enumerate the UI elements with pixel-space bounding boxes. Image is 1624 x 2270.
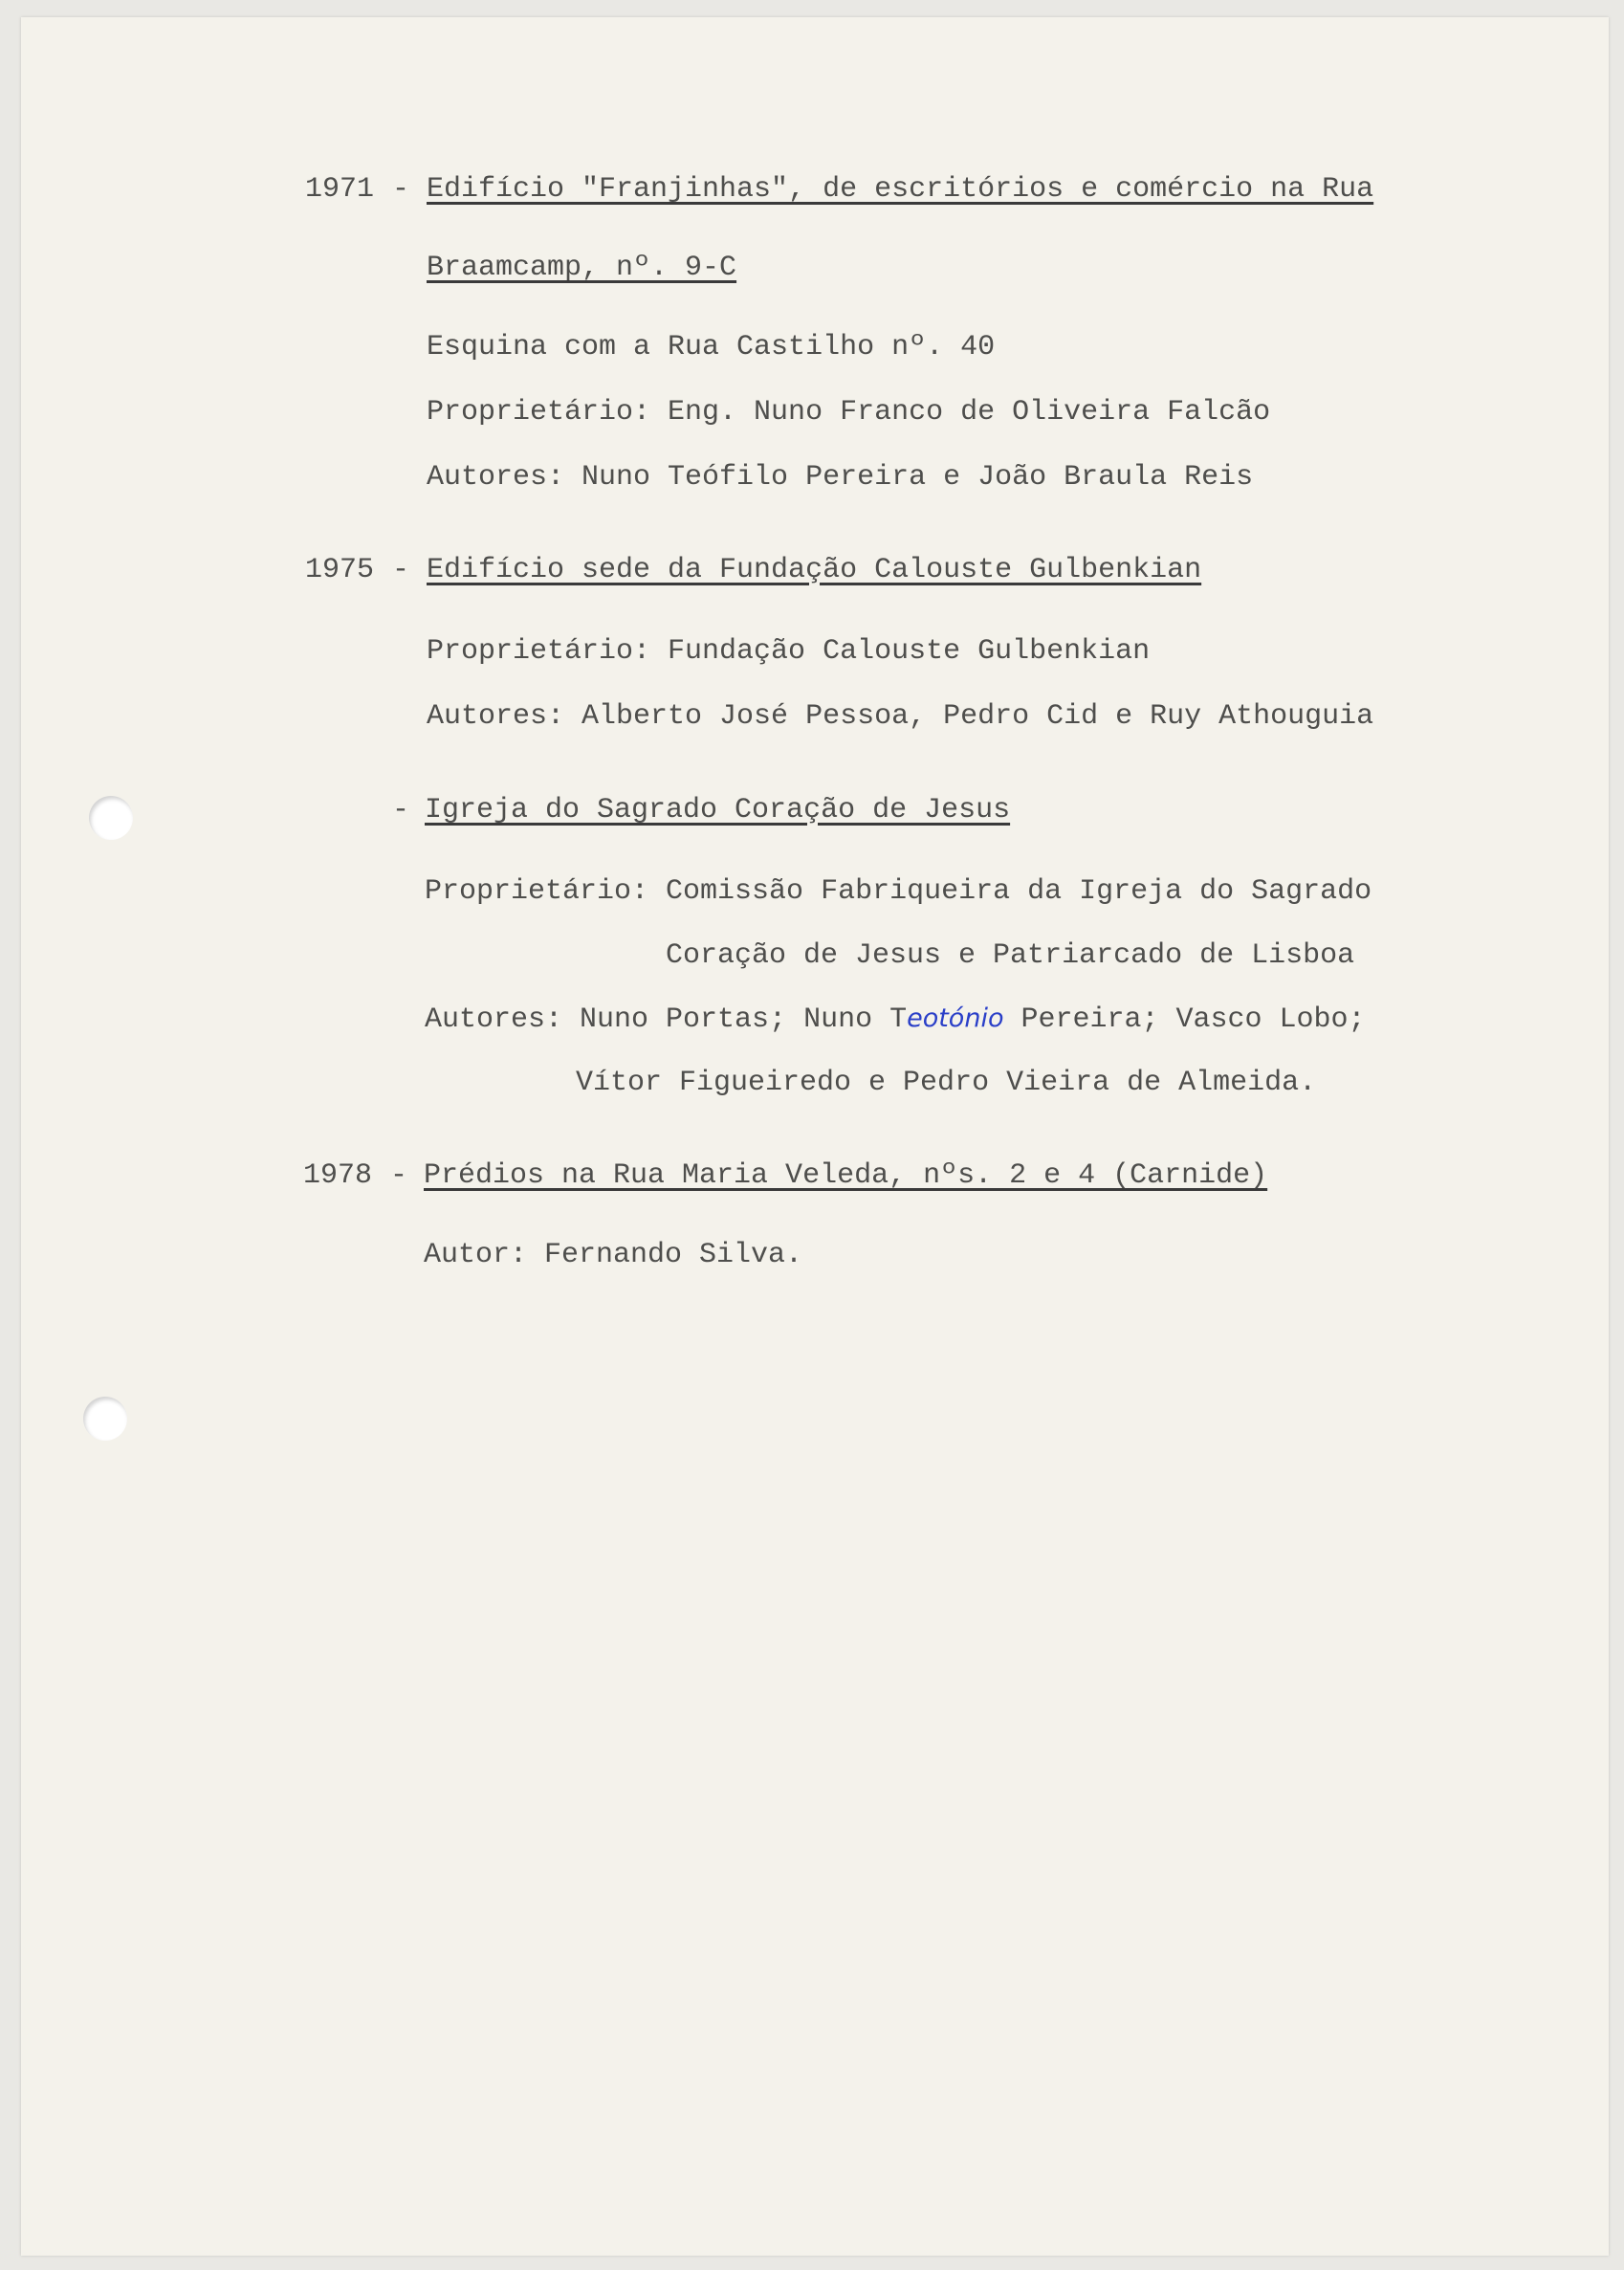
entry-title: Prédios na Rua Maria Veleda, nºs. 2 e 4 (Carnide) [424,1159,1268,1192]
entry-owner-continued: Coração de Jesus e Patriarcado de Lisboa [666,939,1355,972]
entry-authors: Autores: Nuno Teófilo Pereira e João Braula Reis [427,461,1254,494]
entry-title-continued: Braamcamp, nº. 9-C [427,252,737,284]
entry-year: 1975 [305,554,375,586]
entry-location: Esquina com a Rua Castilho nº. 40 [427,331,996,364]
entry-dash: - [390,1159,408,1192]
entry-dash: - [392,794,410,826]
entry-authors-continued: Vítor Figueiredo e Pedro Vieira de Almeida. [576,1067,1317,1099]
entry-author: Autor: Fernando Silva. [424,1239,803,1271]
handwritten-correction: eotónio [907,1003,1004,1033]
entry-owner: Proprietário: Comissão Fabriqueira da Igreja do Sagrado [425,875,1372,908]
entry-year: 1978 [303,1159,373,1192]
entry-owner: Proprietário: Eng. Nuno Franco de Oliveira Falcão [427,396,1271,429]
entry-authors: Autores: Alberto José Pessoa, Pedro Cid e Ruy Athouguia [427,700,1374,733]
entry-authors [425,1002,1366,1037]
entry-dash: - [392,173,410,206]
entry-dash: - [392,554,410,586]
authors-typed-prefix: Autores: Nuno Portas; Nuno T [425,1003,908,1036]
entry-title: Igreja do Sagrado Coração de Jesus [425,794,1011,826]
entry-year: 1971 [305,173,375,206]
punch-hole [83,1397,127,1441]
entry-title: Edifício sede da Fundação Calouste Gulbenkian [427,554,1202,586]
authors-typed-suffix: Pereira; Vasco Lobo; [1003,1003,1366,1036]
punch-hole [89,796,133,840]
entry-owner: Proprietário: Fundação Calouste Gulbenkian [427,635,1151,668]
entry-title: Edifício "Franjinhas", de escritórios e comércio na Rua [427,173,1374,206]
